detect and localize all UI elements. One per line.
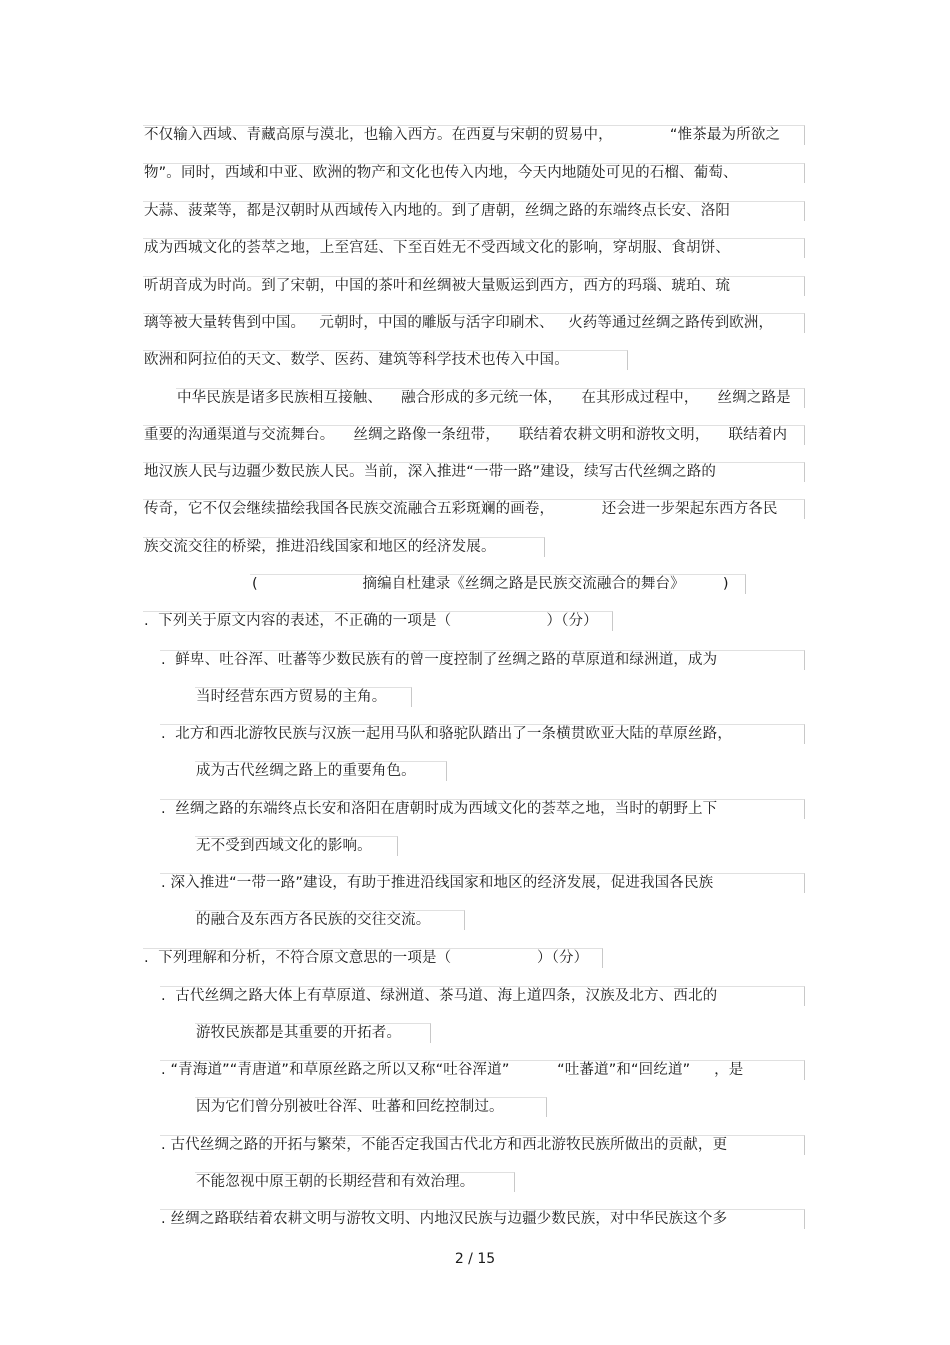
text-line: 地汉族人民与边疆少数民族人民。当前，深入推进“一带一路”建设，续写古代丝绸之路的 [144,464,717,480]
text-line: 重要的沟通渠道与交流舞台。 丝绸之路像一条纽带， 联结着农耕文明和游牧文明， 联结着内 [144,427,788,443]
option-line: . 北方和西北游牧民族与汉族一起用马队和骆驼队踏出了一条横贯欧亚大陆的草原丝路， [161,726,732,742]
text-line: 中华民族是诸多民族相互接触、 融合形成的多元统一体， 在其形成过程中， 丝绸之路是 [177,390,791,406]
option-line: . 丝绸之路联结着农耕文明与游牧文明、内地汉民族与边疆少数民族，对中华民族这个多 [161,1211,728,1227]
option-line: 游牧民族都是其重要的开拓者。 [196,1025,402,1041]
option-line: 成为古代丝绸之路上的重要角色。 [196,763,416,779]
text-line: 不仅输入西域、青藏高原与漠北，也输入西方。在西夏与宋朝的贸易中， “惟茶最为所欲之 [144,127,781,143]
source-attribution: ( 摘编自杜建录《丝绸之路是民族交流融合的舞台》 ) [252,576,729,592]
page-number: 2 / 15 [454,1251,496,1267]
text-line: 璃等被大量转售到中国。 元朝时，中国的雕版与活字印刷术、 火药等通过丝绸之路传到欧洲， [144,315,774,331]
question-1: . 下列关于原文内容的表述，不正确的一项是（ ）（分） [144,613,598,629]
option-line: . 古代丝绸之路的开拓与繁荣，不能否定我国古代北方和西北游牧民族所做出的贡献，更 [161,1137,728,1153]
option-line: . 丝绸之路的东端终点长安和洛阳在唐朝时成为西域文化的荟萃之地，当时的朝野上下 [161,801,718,817]
option-line: 无不受到西域文化的影响。 [196,838,372,854]
option-line: 的融合及东西方各民族的交往交流。 [196,912,431,928]
text-line: 欧洲和阿拉伯的天文、数学、医药、建筑等科学技术也传入中国。 [144,352,569,368]
question-2: . 下列理解和分析，不符合原文意思的一项是（ ）（分） [144,950,589,966]
option-line: . “青海道”“青唐道”和草原丝路之所以又称“吐谷浑道” “吐蕃道”和“回纥道” ，是 [161,1062,744,1078]
text-line: 物”。同时，西域和中亚、欧洲的物产和文化也传入内地，今天内地随处可见的石榴、葡萄、 [144,165,738,181]
text-line: 传奇，它不仅会继续描绘我国各民族交流融合五彩斑斓的画卷， 还会进一步架起东西方各民 [144,501,778,517]
option-line: 当时经营东西方贸易的主角。 [196,689,387,705]
option-line: . 深入推进“一带一路”建设，有助于推进沿线国家和地区的经济发展，促进我国各民族 [161,875,714,891]
text-line: 族交流交往的桥梁，推进沿线国家和地区的经济发展。 [144,539,496,555]
text-line: 成为西城文化的荟萃之地，上至宫廷、下至百姓无不受西域文化的影响，穿胡服、食胡饼、 [144,240,730,256]
option-line: . 鲜卑、吐谷浑、吐蕃等少数民族有的曾一度控制了丝绸之路的草原道和绿洲道，成为 [161,652,718,668]
text-line: 听胡音成为时尚。到了宋朝，中国的茶叶和丝绸被大量贩运到西方，西方的玛瑙、琥珀、琉 [144,278,730,294]
option-line: 不能忽视中原王朝的长期经营和有效治理。 [196,1174,475,1190]
option-line: . 古代丝绸之路大体上有草原道、绿洲道、茶马道、海上道四条，汉族及北方、西北的 [161,988,718,1004]
option-line: 因为它们曾分别被吐谷浑、吐蕃和回纥控制过。 [196,1099,504,1115]
text-line: 大蒜、菠菜等，都是汉朝时从西域传入内地的。到了唐朝，丝绸之路的东端终点长安、洛阳 [144,203,730,219]
